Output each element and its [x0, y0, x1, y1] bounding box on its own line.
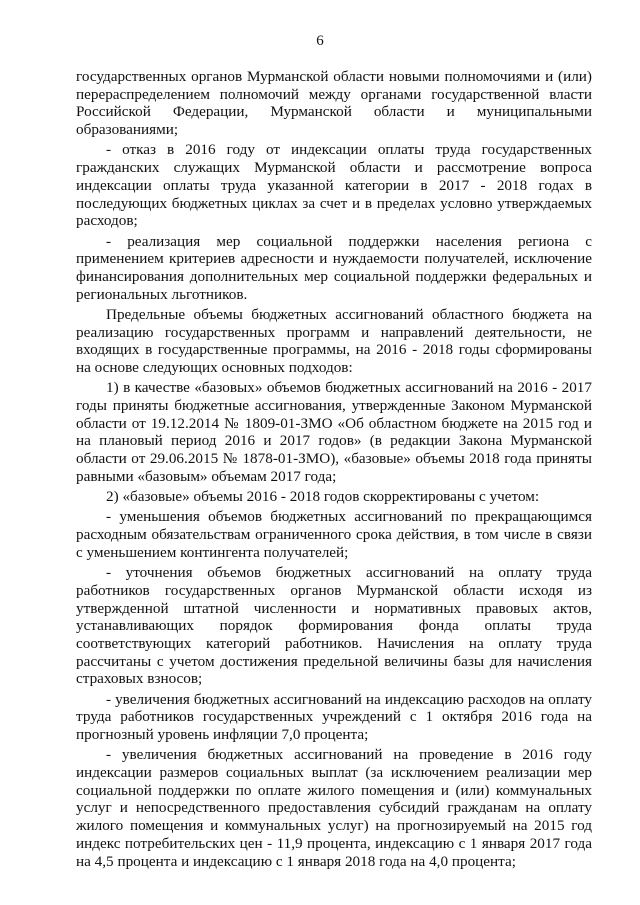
- paragraph-3: - реализация мер социальной поддержки населения региона с применением критериев адресности и нуждаемости получателей, исключение финансирования дополнительных мер социальной поддержки федеральных и региональных льготников.: [76, 232, 592, 303]
- paragraph-8: - уточнения объемов бюджетных ассигнований на оплату труда работников государственных органов Мурманской области исходя из утвержденной штатной численности и нормативных правовых актов, устанавливающих порядок формирования фонда оплаты труда соответствующих категорий работников. Начисления на оплату труда рассчитаны с учетом достижения предельной величины базы для начисления страховых взносов;: [76, 564, 592, 688]
- paragraph-1: государственных органов Мурманской области новыми полномочиями и (или) перераспределением полномочий между органами государственной власти Российской Федерации, Мурманской области и муниципальными образованиями;: [76, 68, 592, 139]
- paragraph-6: 2) «базовые» объемы 2016 - 2018 годов скорректированы с учетом:: [106, 488, 540, 506]
- page-number: 6: [316, 33, 324, 49]
- paragraph-9: - увеличения бюджетных ассигнований на индексацию расходов на оплату труда работников государственных учреждений с 1 октября 2016 года на прогнозный уровень инфляции 7,0 процента;: [76, 690, 592, 744]
- paragraph-7: - уменьшения объемов бюджетных ассигнований по прекращающимся расходным обязательствам ограниченного срока действия, в том числе в связи с уменьшением контингента получателей;: [76, 508, 592, 561]
- paragraph-4: Предельные объемы бюджетных ассигнований областного бюджета на реализацию государственных программ и направлений деятельности, не входящих в государственные программы, на 2016 - 2018 годы сформированы на основе следующих основных подходов:: [76, 305, 592, 377]
- paragraph-2: - отказ в 2016 году от индексации оплаты труда государственных гражданских служащих Мурманской области и рассмотрение вопроса индексации оплаты труда указанной категории в 2017 - 2018 годах в последующих бюджетных циклах за счет и в пределах условно утверждаемых расходов;: [76, 141, 592, 230]
- paragraph-10: - увеличения бюджетных ассигнований на проведение в 2016 году индексации размеров социальных выплат (за исключением реализации мер социальной поддержки по оплате жилого помещения и (или) коммунальных услуг и непосредственного предоставления субсидий гражданам на оплату жилого помещения и коммунальных услуг) на прогнозируемый на 2015 год индекс потребительских цен - 11,9 процента, индексацию с 1 января 2017 года на 4,5 процента и индексацию с 1 января 2018 года на 4,0 процента;: [76, 746, 592, 870]
- document-body: [76, 68, 592, 873]
- paragraph-5: 1) в качестве «базовых» объемов бюджетных ассигнований на 2016 - 2017 годы приняты бюджетные ассигнования, утвержденные Законом Мурманской области от 19.12.2014 № 1809-01-ЗМО «Об областном бюджете на 2015 год и на плановый период 2016 и 2017 годов» (в редакции Закона Мурманской области от 29.06.2015 № 1878-01-ЗМО), «базовые» объемы 2018 года приняты равными «базовым» объемам 2017 года;: [76, 379, 592, 485]
